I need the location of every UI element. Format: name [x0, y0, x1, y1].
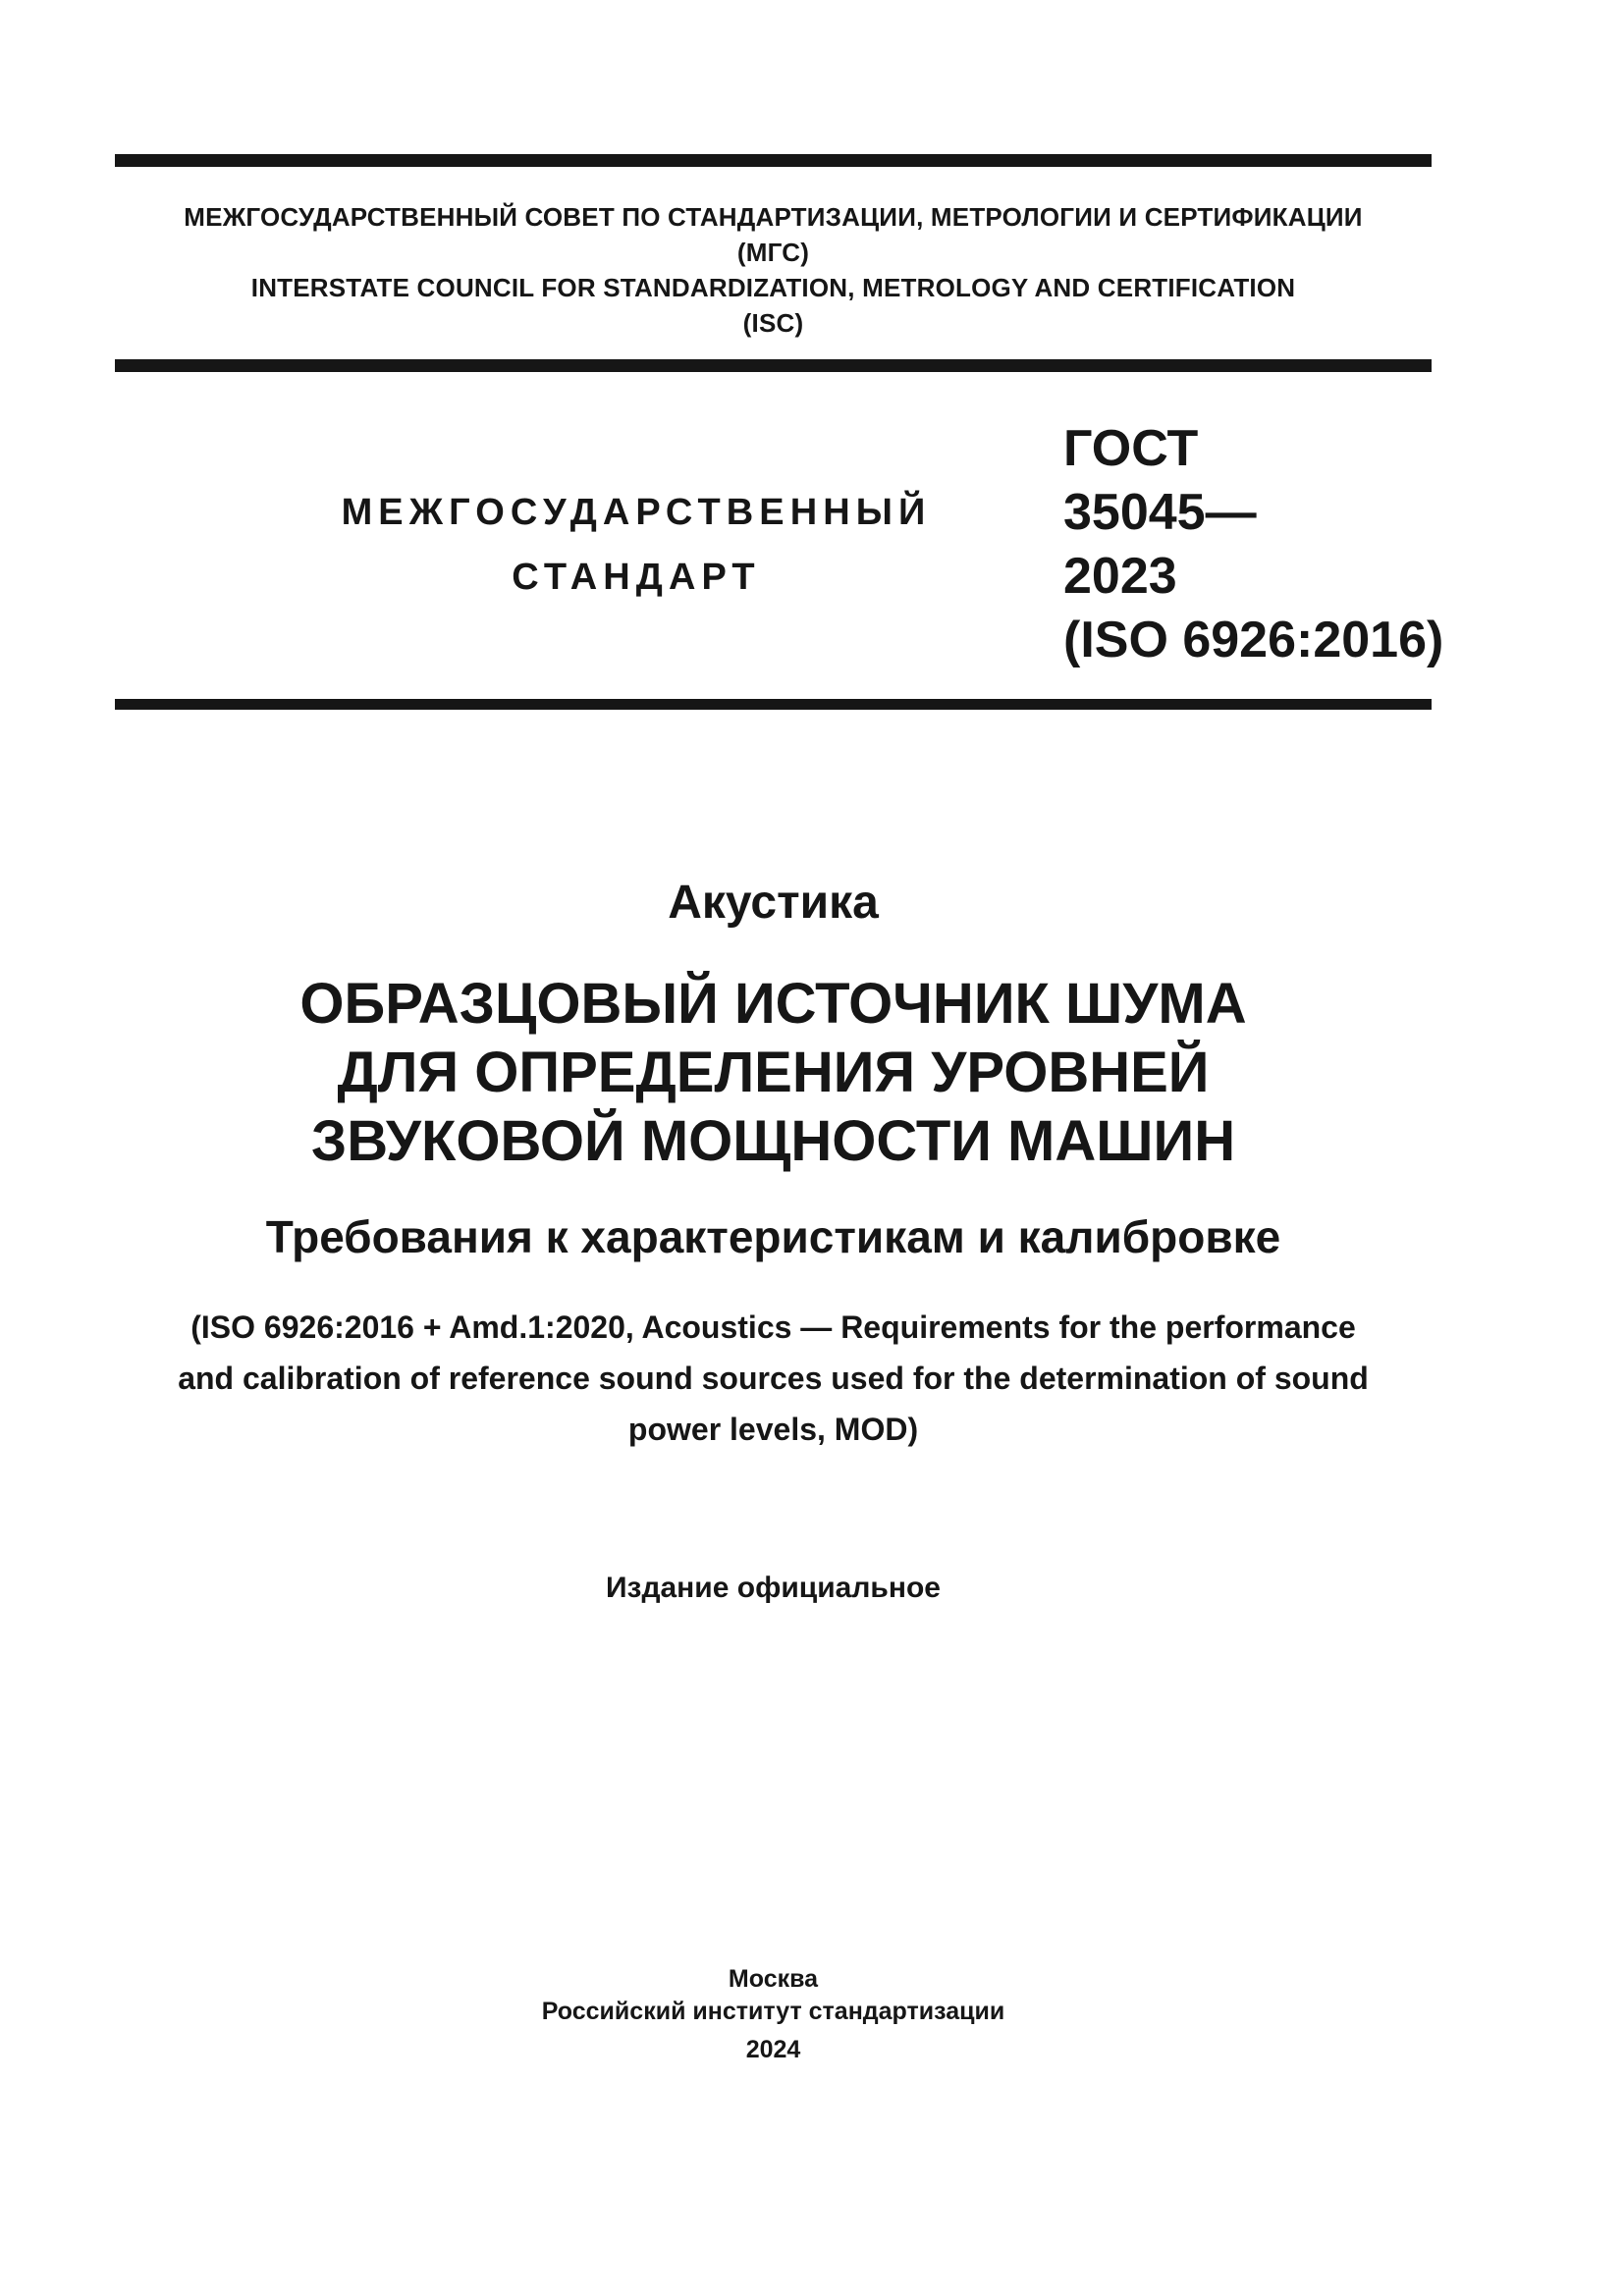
main-title-line2: ДЛЯ ОПРЕДЕЛЕНИЯ УРОВНЕЙ	[337, 1041, 1210, 1104]
imprint-year: 2024	[745, 2036, 801, 2063]
standard-type-line1: МЕЖГОСУДАРСТВЕННЫЙ	[341, 492, 932, 533]
gost-designation-number: 35045—	[1063, 484, 1257, 541]
gost-designation-prefix: ГОСТ	[1063, 420, 1199, 477]
council-name-ru: МЕЖГОСУДАРСТВЕННЫЙ СОВЕТ ПО СТАНДАРТИЗАЦИИ, МЕТРОЛОГИИ И СЕРТИФИКАЦИИ	[184, 202, 1363, 232]
standard-type-label	[115, 480, 1158, 610]
top-horizontal-rule	[115, 154, 1432, 167]
gost-designation-iso: (ISO 6926:2016)	[1063, 612, 1444, 668]
iso-reference-line3: power levels, MOD)	[627, 1412, 919, 1447]
council-name-en: INTERSTATE COUNCIL FOR STANDARDIZATION, METROLOGY AND CERTIFICATION	[250, 273, 1296, 302]
imprint-city: Москва	[728, 1965, 819, 1993]
edition-note: Издание официальное	[605, 1572, 941, 1604]
iso-reference-line2: and calibration of reference sound sources used for the determination of sound	[178, 1361, 1369, 1396]
iso-reference-line1: (ISO 6926:2016 + Amd.1:2020, Acoustics — Requirements for the performance	[190, 1309, 1356, 1345]
main-title-line1: ОБРАЗЦОВЫЙ ИСТОЧНИК ШУМА	[299, 972, 1247, 1036]
council-header	[115, 199, 1432, 341]
imprint-publisher: Российский институт стандартизации	[541, 1998, 1005, 2025]
council-abbr-en: (ISC)	[742, 308, 804, 338]
council-abbr-ru: (МГС)	[736, 238, 810, 267]
document-group-title: Акустика	[668, 877, 879, 929]
middle-horizontal-rule	[115, 359, 1432, 372]
document-main-title	[115, 970, 1432, 1176]
gost-designation	[1063, 417, 1443, 672]
iso-reference	[115, 1302, 1432, 1455]
document-subtitle: Требования к характеристикам и калибровке	[265, 1211, 1281, 1262]
imprint	[115, 1963, 1432, 2066]
main-title-line3: ЗВУКОВОЙ МОЩНОСТИ МАШИН	[310, 1109, 1236, 1173]
gost-designation-year: 2023	[1063, 548, 1177, 605]
standard-type-line2: СТАНДАРТ	[512, 557, 761, 598]
bottom-horizontal-rule	[115, 699, 1432, 710]
